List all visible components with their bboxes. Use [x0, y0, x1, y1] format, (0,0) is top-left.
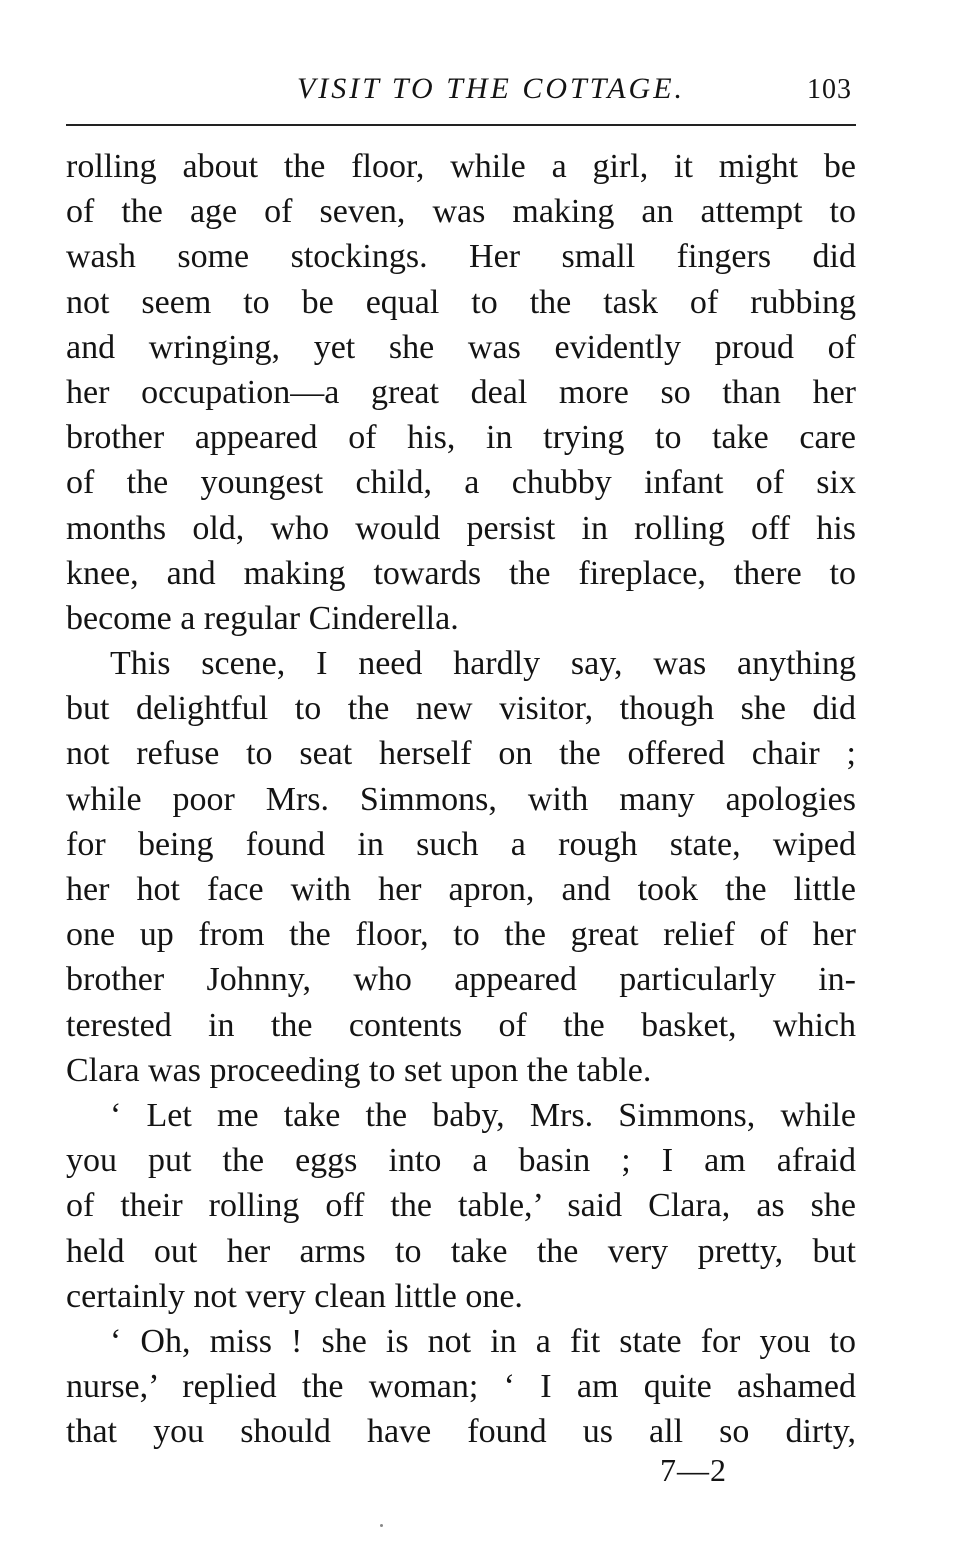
- text-line: brother appeared of his, in trying to take care: [66, 419, 856, 457]
- text-line: for being found in such a rough state, wiped: [66, 825, 856, 863]
- text-line: held out her arms to take the very pretty, but: [66, 1232, 856, 1270]
- running-title: VISIT TO THE COTTAGE.: [296, 72, 686, 105]
- text-line: her hot face with her apron, and took the little: [66, 871, 856, 908]
- text-line: ‘ Let me take the baby, Mrs. Simmons, while: [110, 1096, 856, 1134]
- text-line: This scene, I need hardly say, was anything: [110, 645, 856, 683]
- text-line: knee, and making towards the fireplace, there to: [66, 554, 856, 592]
- body-text: [66, 144, 856, 1454]
- text-line: that you should have found us all so dirty,: [66, 1413, 856, 1451]
- text-line: ‘ Oh, miss ! she is not in a fit state for you to: [110, 1322, 856, 1360]
- page-number: 103: [807, 74, 852, 105]
- signature-mark: 7—2: [660, 1452, 727, 1488]
- text-line: rolling about the floor, while a girl, it might be: [66, 148, 856, 185]
- text-line: her occupation—a great deal more so than her: [66, 373, 856, 411]
- text-line: you put the eggs into a basin ; I am afraid: [66, 1142, 856, 1180]
- header-rule: [66, 124, 856, 126]
- text-line: certainly not very clean little one.: [66, 1277, 523, 1315]
- text-line: Clara was proceeding to set upon the table.: [66, 1051, 652, 1089]
- text-line: months old, who would persist in rolling off his: [66, 509, 856, 547]
- text-line: while poor Mrs. Simmons, with many apologies: [66, 780, 856, 818]
- text-line: nurse,’ replied the woman; ‘ I am quite ashamed: [66, 1368, 856, 1406]
- speck: [380, 1524, 383, 1527]
- text-line: but delightful to the new visitor, though she did: [66, 690, 856, 728]
- text-line: one up from the floor, to the great relief of her: [66, 916, 856, 954]
- running-head: [66, 72, 856, 112]
- text-line: not seem to be equal to the task of rubbing: [66, 283, 856, 321]
- text-line: terested in the contents of the basket, which: [66, 1006, 856, 1044]
- text-line: wash some stockings. Her small fingers did: [66, 238, 856, 276]
- text-line: of the youngest child, a chubby infant of six: [66, 464, 856, 502]
- text-line: become a regular Cinderella.: [66, 599, 459, 637]
- text-line: of the age of seven, was making an attempt to: [66, 193, 856, 231]
- text-line: of their rolling off the table,’ said Clara, as she: [66, 1187, 856, 1225]
- text-line: not refuse to seat herself on the offered chair ;: [66, 735, 856, 773]
- text-line: brother Johnny, who appeared particularly in-: [66, 961, 856, 999]
- text-line: and wringing, yet she was evidently proud of: [66, 328, 856, 366]
